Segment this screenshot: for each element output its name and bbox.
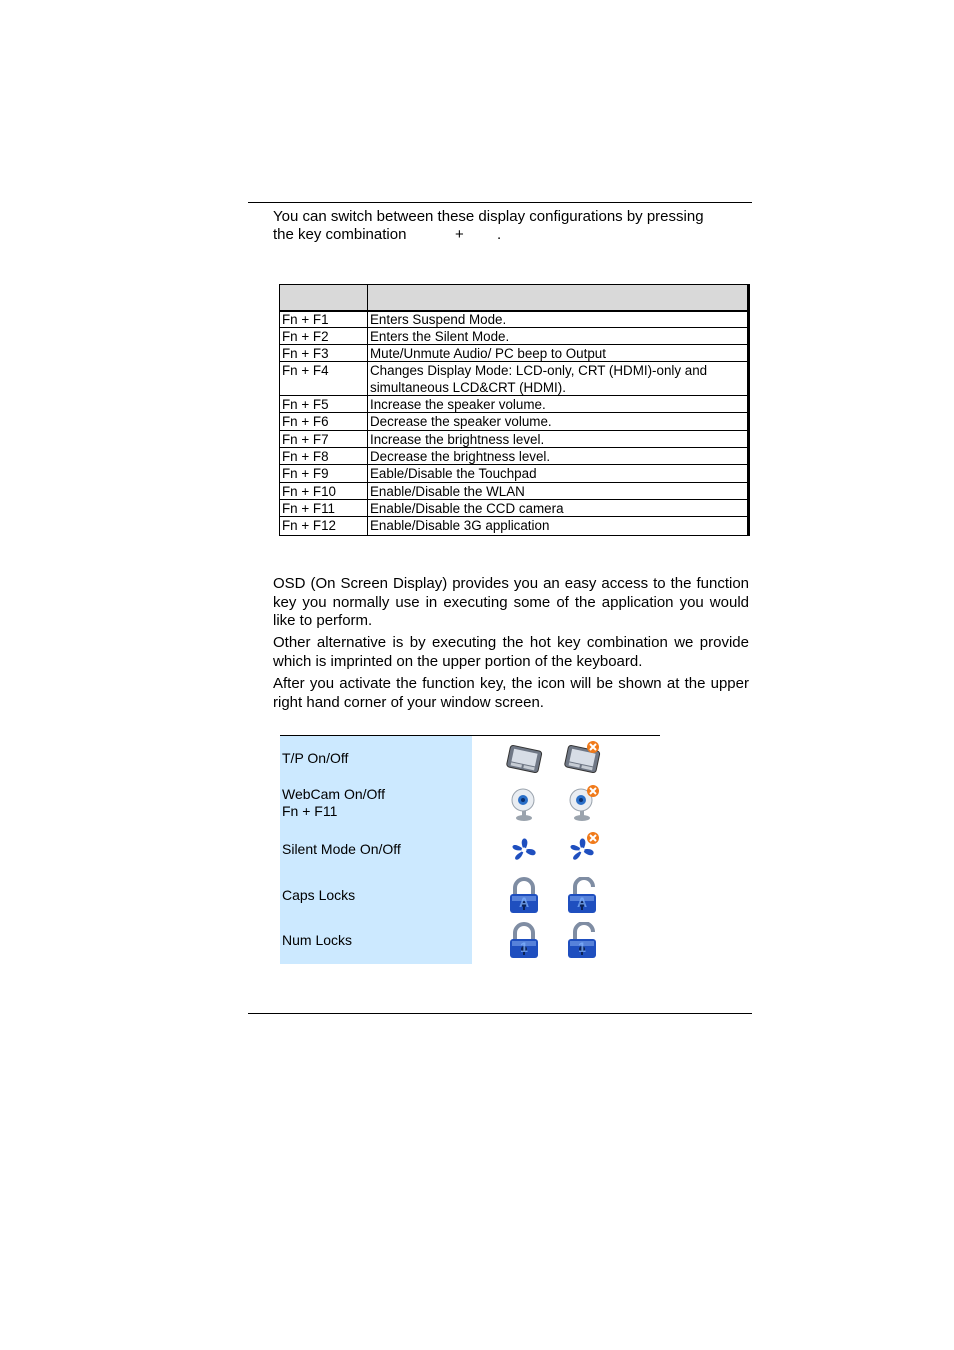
osd-label-shortcut: Fn + F11 (282, 803, 338, 819)
svg-text:A: A (518, 894, 530, 910)
osd-paragraph-2: Other alternative is by executing the hot key combination we provide which is imprinted on the upper portion of the keyboard. (273, 634, 749, 670)
osd-paragraph-3: After you activate the function key, the icon will be shown at the upper right hand corner of your window screen. (273, 675, 749, 711)
description-cell: Decrease the brightness level. (370, 449, 551, 464)
key-combo-cell: Fn + F10 (282, 484, 336, 499)
description-cell: Increase the speaker volume. (370, 397, 546, 412)
table-row (280, 517, 749, 536)
osd-paragraph-1: OSD (On Screen Display) provides you an easy access to the function key you normally use in executing some of the application you would like to perform. (273, 575, 749, 629)
svg-text:A: A (576, 894, 588, 910)
osd-icons-cell (472, 918, 660, 964)
touchpad-on-icon (502, 740, 546, 778)
table-header-row (280, 285, 749, 312)
osd-icons-cell (472, 826, 660, 872)
osd-icons-cell (472, 736, 660, 779)
fan-off-icon (560, 831, 604, 869)
osd-icons-cell (472, 872, 660, 918)
description-cell: Enable/Disable 3G application (370, 518, 550, 533)
key-combo-cell: Fn + F12 (282, 518, 336, 533)
key-combo-cell: Fn + F4 (282, 363, 329, 378)
table-row (280, 311, 749, 328)
intro-key-combination-text: the key combination (273, 226, 407, 243)
osd-label: Num Locks (282, 932, 353, 948)
fan-on-icon (502, 831, 546, 869)
table-row (280, 396, 749, 413)
osd-table-row (280, 918, 660, 964)
osd-label-cell (280, 826, 472, 872)
caps-lock-on-icon (502, 877, 546, 915)
osd-icons-cell (472, 779, 660, 826)
key-combo-cell: Fn + F7 (282, 432, 329, 447)
osd-table-row (280, 779, 660, 827)
description-cell: Enters the Silent Mode. (370, 329, 510, 344)
table-row (280, 362, 749, 396)
svg-text:1: 1 (578, 939, 586, 955)
osd-label: T/P On/Off (282, 749, 349, 766)
table-row (280, 345, 749, 362)
table-row (280, 483, 749, 500)
key-combo-cell: Fn + F5 (282, 397, 329, 412)
description-cell: Decrease the speaker volume. (370, 414, 552, 429)
intro-plus: + (455, 226, 464, 243)
description-cell: Enters Suspend Mode. (370, 312, 507, 327)
osd-label-cell (280, 872, 472, 918)
key-combo-cell: Fn + F1 (282, 312, 329, 327)
osd-label-cell (280, 918, 472, 964)
description-cell: Eable/Disable the Touchpad (370, 466, 537, 481)
table-row (280, 413, 749, 431)
key-combo-cell: Fn + F11 (282, 501, 335, 516)
osd-label: Caps Locks (282, 886, 356, 903)
description-cell: Enable/Disable the WLAN (370, 484, 525, 499)
key-combo-cell: Fn + F2 (282, 329, 329, 344)
description-cell: Changes Display Mode: LCD-only, CRT (HDMI)-only and simultaneous LCD&CRT (HDMI). (370, 363, 708, 395)
key-combo-cell: Fn + F8 (282, 449, 329, 464)
osd-label: Silent Mode On/Off (282, 840, 401, 857)
table-row (280, 500, 749, 517)
key-combo-cell: Fn + F9 (282, 466, 329, 481)
intro-line-1: You can switch between these display configurations by pressing (273, 208, 704, 225)
table-row (280, 431, 749, 448)
caps-lock-off-icon (560, 877, 604, 915)
key-combo-cell: Fn + F3 (282, 346, 329, 361)
table-row (280, 465, 749, 483)
bottom-rule (248, 1013, 752, 1014)
osd-table-row (280, 735, 660, 780)
key-combo-cell: Fn + F6 (282, 414, 329, 429)
intro-period: . (497, 226, 502, 243)
osd-table-row (280, 872, 660, 919)
description-cell: Increase the brightness level. (370, 432, 545, 447)
num-lock-off-icon (560, 922, 604, 960)
num-lock-on-icon (502, 922, 546, 960)
webcam-off-icon (560, 784, 604, 822)
description-cell: Enable/Disable the CCD camera (370, 501, 564, 516)
osd-label: WebCam On/Off (282, 786, 385, 802)
osd-table-row (280, 826, 660, 873)
top-rule (248, 202, 752, 203)
webcam-on-icon (502, 784, 546, 822)
table-row (280, 448, 749, 465)
osd-label-cell (280, 736, 472, 779)
function-key-table (279, 284, 750, 536)
touchpad-off-icon (560, 740, 604, 778)
table-row (280, 328, 749, 345)
description-cell: Mute/Unmute Audio/ PC beep to Output (370, 346, 606, 361)
osd-label-cell (280, 779, 472, 826)
svg-text:1: 1 (520, 939, 528, 955)
